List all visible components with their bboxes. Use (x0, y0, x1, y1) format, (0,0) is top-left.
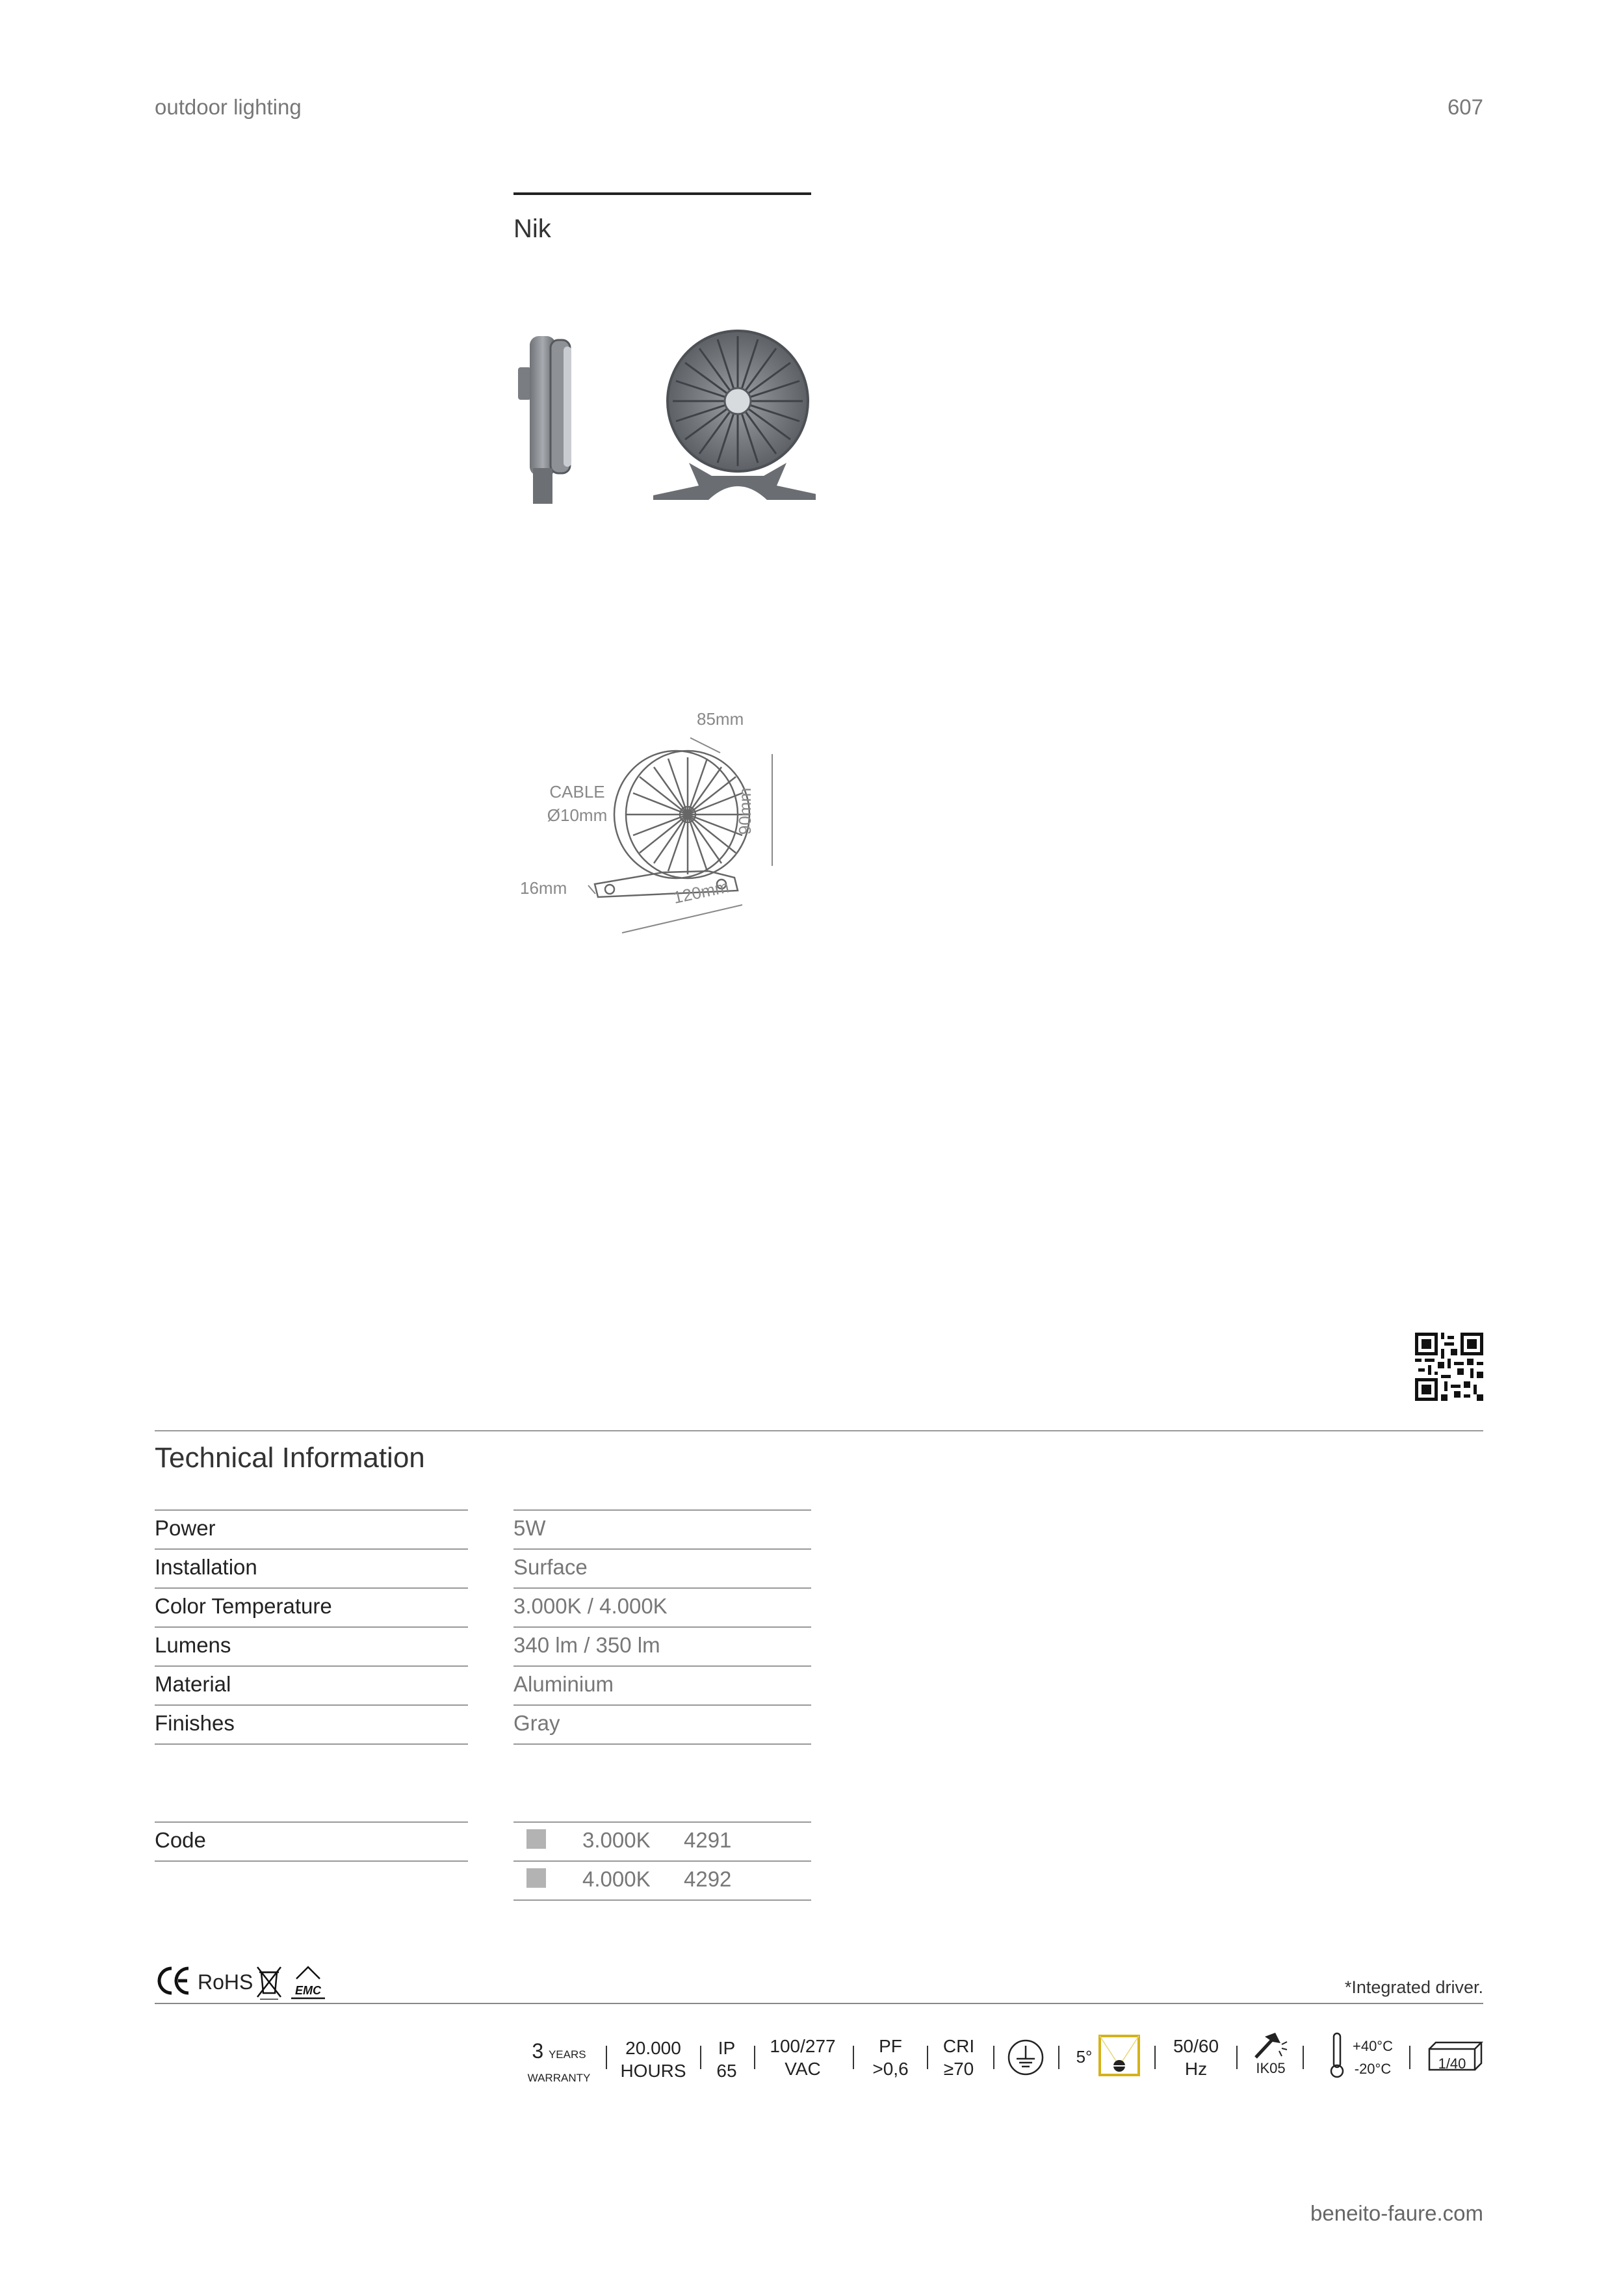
front-view (653, 331, 816, 500)
website-link[interactable]: beneito-faure.com (1310, 2201, 1483, 2225)
spec-value: Aluminium (513, 1672, 614, 1696)
spec-value: Gray (513, 1711, 560, 1735)
spec-rule (513, 1548, 811, 1550)
title-rule (513, 192, 811, 195)
side-view (518, 336, 571, 504)
warranty-word: WARRANTY (527, 2072, 591, 2084)
dim-cable-diameter: Ø10mm (547, 805, 608, 825)
spec-rule (513, 1509, 811, 1511)
temp-min: -20°C (1354, 2061, 1392, 2078)
separator (754, 2046, 755, 2069)
code-number: 4291 (684, 1828, 732, 1852)
frequency-value: 50/60 (1173, 2036, 1219, 2056)
spec-rule (513, 1626, 811, 1628)
pf-label: PF (879, 2036, 902, 2056)
spec-rule (155, 1704, 468, 1706)
ip-value: 65 (716, 2061, 737, 2081)
spec-label: Lumens (155, 1633, 231, 1657)
impact-hammer-icon (1253, 2031, 1288, 2060)
spec-rule (513, 1587, 811, 1589)
temp-max: +40°C (1352, 2038, 1393, 2054)
separator (1154, 2046, 1156, 2069)
spec-rule (155, 1509, 468, 1511)
warranty-number: 3 (532, 2039, 544, 2063)
ip-rating (708, 2037, 745, 2082)
rohs-label: RoHS (198, 1970, 253, 1994)
spec-rule (155, 1587, 468, 1589)
spec-rule (513, 1743, 811, 1745)
spec-rule (513, 1704, 811, 1706)
ce-mark-icon (159, 1968, 188, 1993)
dimension-drawing (513, 696, 773, 943)
dim-depth: 85mm (697, 709, 744, 729)
section-title: Technical Information (155, 1442, 425, 1474)
separator (927, 2046, 928, 2069)
frequency (1163, 2035, 1228, 2080)
spec-rule (155, 1665, 468, 1667)
spec-value: 5W (513, 1516, 546, 1540)
category-label: outdoor lighting (155, 95, 302, 119)
box-quantity: 1/40 (1438, 2055, 1466, 2072)
warranty-years: YEARS (548, 2048, 586, 2061)
temperature-range (1347, 2035, 1399, 2080)
spec-rule (155, 1626, 468, 1628)
separator (853, 2046, 854, 2069)
spec-value: Surface (513, 1555, 588, 1579)
spec-label: Finishes (155, 1711, 235, 1735)
driver-note: *Integrated driver. (1344, 1977, 1483, 1997)
hours-value: 20.000 (625, 2038, 681, 2058)
qr-code[interactable] (1415, 1333, 1483, 1401)
class-1-earth-icon (1006, 2038, 1045, 2077)
feature-rule (155, 2003, 1483, 2004)
pf-value: >0,6 (872, 2059, 909, 2079)
product-photo (510, 328, 816, 510)
dim-cable-label: CABLE (549, 782, 605, 802)
page-number: 607 (1447, 95, 1483, 119)
code-label: Code (155, 1828, 206, 1852)
finish-swatch-gray (526, 1829, 546, 1849)
beam-angle: 5° (1076, 2047, 1093, 2067)
section-rule (155, 1430, 1483, 1431)
spec-label: Material (155, 1672, 231, 1696)
beam-angle-icon (1098, 2035, 1140, 2076)
voltage-value: 100/277 (770, 2036, 836, 2056)
voltage-unit: VAC (785, 2059, 821, 2079)
dim-height: 90mm (735, 787, 755, 835)
hours-label: HOURS (620, 2061, 686, 2081)
thermometer-icon (1329, 2032, 1345, 2079)
cri-value: ≥70 (943, 2059, 974, 2079)
dim-width: 120mm (671, 876, 731, 907)
code-rule-bottom (155, 1860, 468, 1862)
frequency-unit: Hz (1184, 2059, 1208, 2079)
separator (1409, 2046, 1410, 2069)
code-values-rule-2 (513, 1899, 811, 1901)
spec-label: Power (155, 1516, 216, 1540)
separator (1236, 2046, 1238, 2069)
code-rule-top (155, 1821, 468, 1823)
spec-rule (155, 1743, 468, 1745)
separator (1303, 2046, 1304, 2069)
code-temp: 3.000K (582, 1828, 651, 1852)
code-temp: 4.000K (582, 1867, 651, 1891)
product-name: Nik (513, 215, 551, 243)
cri-label: CRI (942, 2036, 975, 2056)
spec-rule (513, 1665, 811, 1667)
certification-logos (155, 1963, 330, 2000)
separator (700, 2046, 701, 2069)
power-factor (864, 2035, 916, 2080)
spec-value: 340 lm / 350 lm (513, 1633, 660, 1657)
code-number: 4292 (684, 1867, 732, 1891)
spec-label: Installation (155, 1555, 257, 1579)
ik-rating: IK05 (1256, 2060, 1286, 2076)
code-values-rule-0 (513, 1821, 811, 1823)
weee-bin-icon (257, 1967, 281, 2000)
code-values-rule-1 (513, 1860, 811, 1862)
separator (606, 2046, 607, 2069)
separator (1058, 2046, 1059, 2069)
emc-label: EMC (295, 1984, 321, 1997)
ip-label: IP (718, 2038, 736, 2058)
spec-rule (155, 1548, 468, 1550)
lifetime-hours (614, 2037, 692, 2082)
warranty-badge (520, 2038, 598, 2087)
dim-base: 16mm (520, 878, 567, 898)
separator (993, 2046, 994, 2069)
voltage (764, 2035, 842, 2080)
finish-swatch-gray (526, 1868, 546, 1888)
spec-label: Color Temperature (155, 1594, 332, 1618)
cri (936, 2035, 981, 2080)
spec-value: 3.000K / 4.000K (513, 1594, 668, 1618)
emc-mark-icon (291, 1967, 325, 1998)
